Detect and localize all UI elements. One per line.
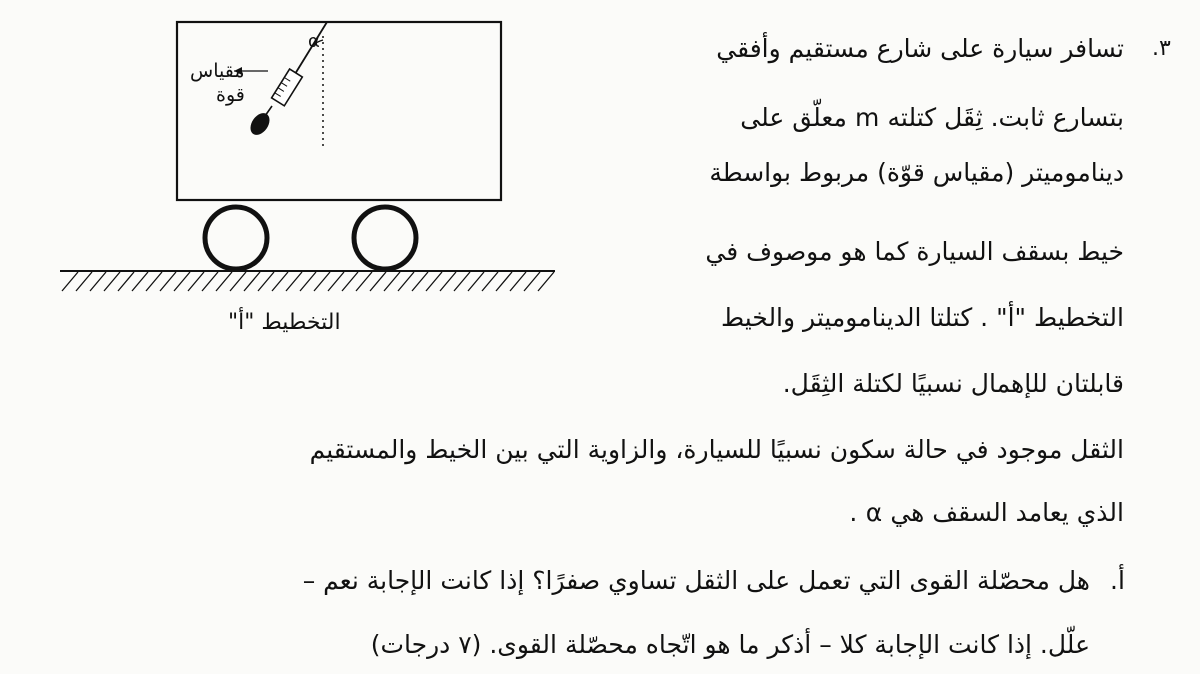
paragraph-line-5: التخطيط "أ" . كتلتا الديناموميتر والخيط [721, 303, 1124, 332]
question-number: ٣. [1152, 36, 1171, 61]
car-body [177, 22, 501, 200]
paragraph-line-6: قابلتان للإهمال نسبيًا لكتلة الثِقَل. [782, 369, 1124, 398]
sub-question-marker: أ. [1110, 566, 1125, 595]
ground-hatching [62, 272, 554, 291]
figure-diagram-a [40, 8, 570, 348]
full-line-1: الثقل موجود في حالة سكون نسبيًا للسيارة، والزاوية التي بين الخيط والمستقيم [309, 435, 1124, 464]
hanging-mass [247, 110, 274, 139]
sub-question-line-1: هل محصّلة القوى التي تعمل على الثقل تساوي صفرًا؟ إذا كانت الإجابة نعم – [302, 566, 1090, 595]
car-diagram [40, 8, 570, 348]
figure-caption: التخطيط "أ" [228, 310, 341, 335]
paragraph-line-4: خيط بسقف السيارة كما هو موصوف في [705, 237, 1124, 266]
angle-symbol: α [308, 31, 320, 52]
full-line-2: الذي يعامد السقف هي α . [849, 498, 1124, 527]
paragraph-line-3: ديناموميتر (مقياس قوّة) مربوط بواسطة [709, 158, 1124, 187]
meter-label-line1: مقياس [190, 60, 245, 82]
front-wheel [354, 207, 416, 269]
rear-wheel [205, 207, 267, 269]
dynamometer [272, 69, 303, 106]
paragraph-line-2: بتسارع ثابت. ثِقَل كتلته m معلّق على [740, 103, 1124, 132]
sub-question-line-2: علّل. إذا كانت الإجابة كلا – أذكر ما هو اتّجاه محصّلة القوى. (٧ درجات) [370, 630, 1090, 659]
paragraph-line-1: تسافر سيارة على شارع مستقيم وأفقي [716, 34, 1124, 63]
meter-label-line2: قوة [216, 84, 245, 106]
